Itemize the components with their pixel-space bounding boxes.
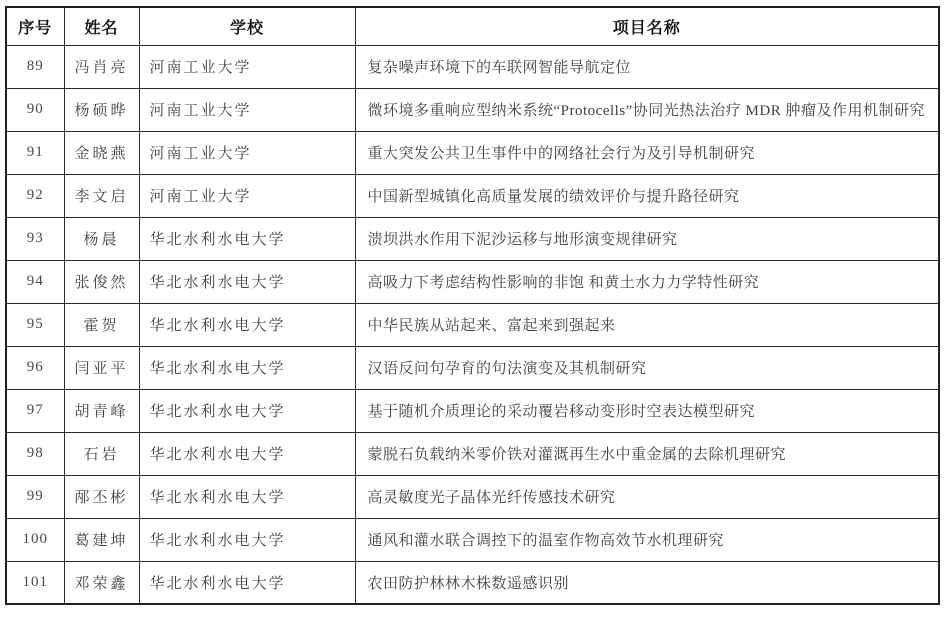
column-header-no: 序号 <box>6 7 64 45</box>
cell-no: 93 <box>6 217 64 260</box>
table-row <box>6 561 939 604</box>
cell-project: 微环境多重响应型纳米系统“Protocells”协同光热法治疗 MDR 肿瘤及作用机制研究 <box>355 88 939 131</box>
cell-no: 91 <box>6 131 64 174</box>
cell-no: 96 <box>6 346 64 389</box>
cell-school: 华北水利水电大学 <box>139 260 355 303</box>
cell-project: 通风和灌水联合调控下的温室作物高效节水机理研究 <box>355 518 939 561</box>
cell-project: 中华民族从站起来、富起来到强起来 <box>355 303 939 346</box>
cell-school: 华北水利水电大学 <box>139 432 355 475</box>
table-row <box>6 475 939 518</box>
cell-no: 89 <box>6 45 64 88</box>
cell-no: 94 <box>6 260 64 303</box>
cell-project: 蒙脱石负载纳米零价铁对灌溉再生水中重金属的去除机理研究 <box>355 432 939 475</box>
table-row <box>6 174 939 217</box>
table-header <box>6 7 939 45</box>
cell-school: 华北水利水电大学 <box>139 346 355 389</box>
cell-no: 92 <box>6 174 64 217</box>
project-list-table <box>5 6 940 605</box>
cell-project: 重大突发公共卫生事件中的网络社会行为及引导机制研究 <box>355 131 939 174</box>
cell-school: 华北水利水电大学 <box>139 303 355 346</box>
cell-school: 河南工业大学 <box>139 131 355 174</box>
cell-school: 华北水利水电大学 <box>139 518 355 561</box>
table-row <box>6 260 939 303</box>
cell-name: 邴丕彬 <box>64 475 139 518</box>
table-row <box>6 45 939 88</box>
table-row <box>6 88 939 131</box>
cell-name: 杨硕晔 <box>64 88 139 131</box>
cell-no: 101 <box>6 561 64 604</box>
column-header-name: 姓名 <box>64 7 139 45</box>
cell-name: 胡青峰 <box>64 389 139 432</box>
cell-project: 溃坝洪水作用下泥沙运移与地形演变规律研究 <box>355 217 939 260</box>
cell-name: 霍贺 <box>64 303 139 346</box>
cell-school: 华北水利水电大学 <box>139 217 355 260</box>
cell-name: 冯肖亮 <box>64 45 139 88</box>
cell-name: 张俊然 <box>64 260 139 303</box>
cell-no: 98 <box>6 432 64 475</box>
table-row <box>6 518 939 561</box>
cell-name: 葛建坤 <box>64 518 139 561</box>
cell-name: 金晓燕 <box>64 131 139 174</box>
table-header-row <box>6 7 939 45</box>
cell-school: 河南工业大学 <box>139 174 355 217</box>
table-row <box>6 346 939 389</box>
table-row <box>6 303 939 346</box>
cell-project: 中国新型城镇化高质量发展的绩效评价与提升路径研究 <box>355 174 939 217</box>
table-row <box>6 389 939 432</box>
cell-name: 杨晨 <box>64 217 139 260</box>
table-body <box>6 45 939 604</box>
cell-name: 邓荣鑫 <box>64 561 139 604</box>
cell-project: 农田防护林林木株数遥感识别 <box>355 561 939 604</box>
cell-project: 基于随机介质理论的采动覆岩移动变形时空表达模型研究 <box>355 389 939 432</box>
cell-project: 高灵敏度光子晶体光纤传感技术研究 <box>355 475 939 518</box>
column-header-project: 项目名称 <box>355 7 939 45</box>
cell-school: 华北水利水电大学 <box>139 389 355 432</box>
cell-no: 100 <box>6 518 64 561</box>
cell-school: 华北水利水电大学 <box>139 561 355 604</box>
table-row <box>6 217 939 260</box>
cell-project: 汉语反问句孕育的句法演变及其机制研究 <box>355 346 939 389</box>
cell-project: 复杂噪声环境下的车联网智能导航定位 <box>355 45 939 88</box>
cell-no: 97 <box>6 389 64 432</box>
column-header-school: 学校 <box>139 7 355 45</box>
cell-name: 李文启 <box>64 174 139 217</box>
cell-school: 河南工业大学 <box>139 45 355 88</box>
cell-name: 闫亚平 <box>64 346 139 389</box>
table-row <box>6 131 939 174</box>
cell-no: 95 <box>6 303 64 346</box>
cell-project: 高吸力下考虑结构性影响的非饱 和黄土水力力学特性研究 <box>355 260 939 303</box>
cell-school: 华北水利水电大学 <box>139 475 355 518</box>
table-row <box>6 432 939 475</box>
cell-no: 99 <box>6 475 64 518</box>
cell-name: 石岩 <box>64 432 139 475</box>
cell-school: 河南工业大学 <box>139 88 355 131</box>
cell-no: 90 <box>6 88 64 131</box>
